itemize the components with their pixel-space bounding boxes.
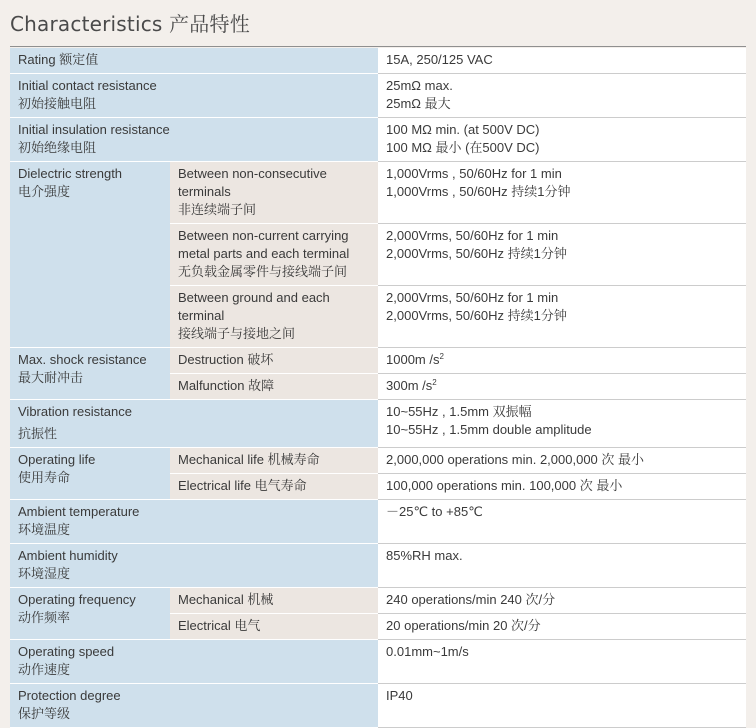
row-label: Vibration resistance 抗振性 <box>10 400 378 448</box>
table-row <box>10 448 746 474</box>
row-label: Protection degree 保护等级 <box>10 684 378 728</box>
row-value: 20 operations/min 20 次/分 <box>378 614 746 640</box>
row-sublabel: Electrical life 电气寿命 <box>170 474 378 500</box>
row-value: 15A, 250/125 VAC <box>378 48 746 74</box>
table-row <box>10 162 746 224</box>
row-value: IP40 <box>378 684 746 728</box>
row-value: －25℃ to +85℃ <box>378 500 746 544</box>
row-label: Dielectric strength 电介强度 <box>10 162 170 348</box>
row-value: 2,000,000 operations min. 2,000,000 次 最小 <box>378 448 746 474</box>
row-value: 10~55Hz , 1.5mm 双振幅 10~55Hz , 1.5mm double amplitude <box>378 400 746 448</box>
page-title: Characteristics 产品特性 <box>10 12 250 36</box>
exponent: 2 <box>439 352 444 361</box>
row-sublabel: Mechanical life 机械寿命 <box>170 448 378 474</box>
row-sublabel: Between non-consecutive terminals 非连续端子间 <box>170 162 378 224</box>
title-divider <box>10 46 746 47</box>
row-sublabel: Electrical 电气 <box>170 614 378 640</box>
row-label: Initial insulation resistance 初始绝缘电阻 <box>10 118 378 162</box>
exponent: 2 <box>432 378 437 387</box>
table-row <box>10 400 746 448</box>
row-value: 1000m $/s^2$ <box>378 348 746 374</box>
row-value: 0.01mm~1m/s <box>378 640 746 684</box>
row-label: Rating 额定值 <box>10 48 378 74</box>
row-sublabel: Malfunction 故障 <box>170 374 378 400</box>
row-sublabel: Between non-current carrying metal parts and each terminal 无负载金属零件与接线端子间 <box>170 224 378 286</box>
row-label: Initial contact resistance 初始接触电阻 <box>10 74 378 118</box>
table-row <box>10 588 746 614</box>
row-value: 100 MΩ min. (at 500V DC) 100 MΩ 最小 (在500V DC) <box>378 118 746 162</box>
row-value: 240 operations/min 240 次/分 <box>378 588 746 614</box>
row-value: 85%RH max. <box>378 544 746 588</box>
row-sublabel: Mechanical 机械 <box>170 588 378 614</box>
table-row <box>10 118 746 162</box>
table-row <box>10 74 746 118</box>
row-label: Operating speed 动作速度 <box>10 640 378 684</box>
row-value: 2,000Vrms, 50/60Hz for 1 min 2,000Vrms, 50/60Hz 持续1分钟 <box>378 224 746 286</box>
row-value: 1,000Vrms , 50/60Hz for 1 min 1,000Vrms , 50/60Hz 持续1分钟 <box>378 162 746 224</box>
row-value: 2,000Vrms, 50/60Hz for 1 min 2,000Vrms, 50/60Hz 持续1分钟 <box>378 286 746 348</box>
row-label: Ambient temperature 环境温度 <box>10 500 378 544</box>
row-label: Operating life 使用寿命 <box>10 448 170 500</box>
characteristics-table <box>10 48 746 728</box>
row-label: Operating frequency 动作频率 <box>10 588 170 640</box>
row-value: 25mΩ max. 25mΩ 最大 <box>378 74 746 118</box>
table-row <box>10 48 746 74</box>
table-row <box>10 348 746 374</box>
row-sublabel: Between ground and each terminal 接线端子与接地之间 <box>170 286 378 348</box>
table-row <box>10 684 746 728</box>
table-row <box>10 544 746 588</box>
row-label: Ambient humidity 环境湿度 <box>10 544 378 588</box>
row-value: 100,000 operations min. 100,000 次 最小 <box>378 474 746 500</box>
table-row <box>10 500 746 544</box>
row-label: Max. shock resistance 最大耐冲击 <box>10 348 170 400</box>
row-sublabel: Destruction 破坏 <box>170 348 378 374</box>
table-row <box>10 640 746 684</box>
row-value: 300m $/s^2$ <box>378 374 746 400</box>
